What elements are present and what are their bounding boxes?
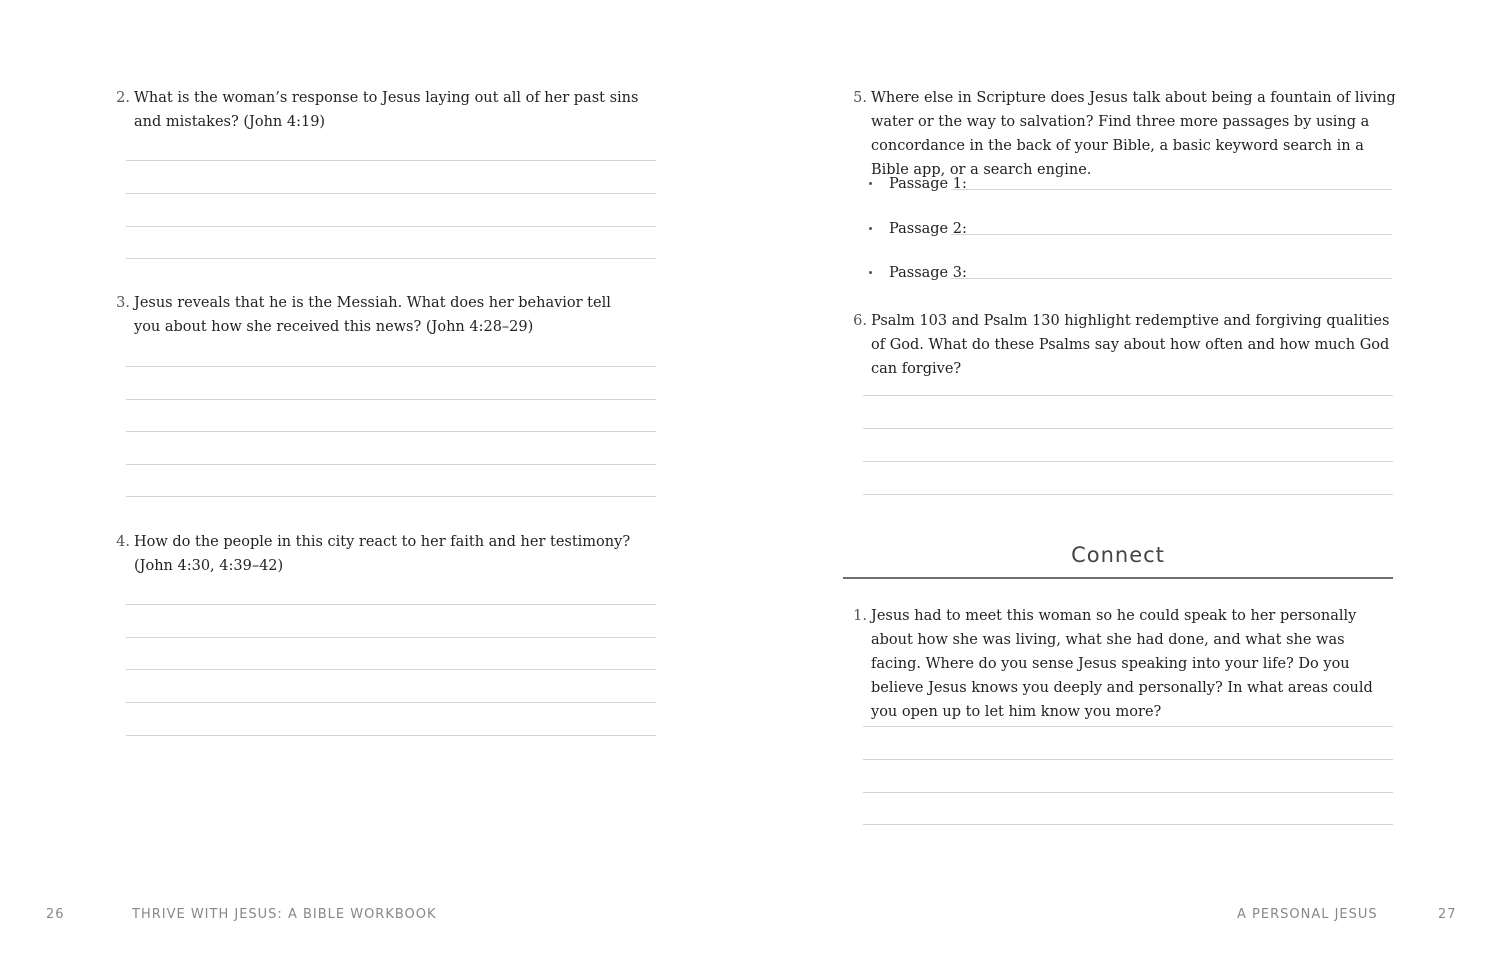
question-text: Jesus reveals that he is the Messiah. What does her behavior tell you about how she received this news? (John 4:28–29) (134, 295, 611, 335)
answer-line[interactable] (863, 792, 1393, 793)
passage-1-row (869, 174, 1392, 194)
answer-line[interactable] (863, 494, 1393, 495)
question-5 (853, 86, 1396, 182)
answer-line[interactable] (863, 726, 1393, 727)
answer-line[interactable] (126, 702, 656, 703)
passage-answer-line[interactable] (951, 278, 1392, 279)
answer-line[interactable] (126, 399, 656, 400)
passage-answer-line[interactable] (951, 189, 1392, 190)
passage-answer-line[interactable] (951, 234, 1392, 235)
question-number: 5. (853, 90, 867, 106)
bullet-icon (869, 271, 872, 274)
bullet-icon (869, 227, 872, 230)
question-number: 2. (116, 90, 130, 106)
question-text: Jesus had to meet this woman so he could speak to her personally about how she was living, what she had done, and what she was facing. Where do you sense Jesus speaking into your life? Do you believe Jesus knows you deeply and personally? In what areas could you open up to let him know you more? (871, 608, 1373, 720)
answer-line[interactable] (126, 160, 656, 161)
answer-line[interactable] (126, 735, 656, 736)
answer-line[interactable] (863, 428, 1393, 429)
question-3 (116, 291, 639, 339)
bullet-icon (869, 182, 872, 185)
answer-line[interactable] (126, 258, 656, 259)
question-6 (853, 309, 1396, 381)
question-2 (116, 86, 639, 134)
answer-line[interactable] (863, 759, 1393, 760)
answer-line[interactable] (126, 431, 656, 432)
passage-label: Passage 3: (889, 265, 967, 281)
connect-divider (843, 577, 1393, 579)
passage-label: Passage 1: (889, 176, 967, 192)
left-page-number: 26 (46, 907, 65, 922)
answer-line[interactable] (126, 669, 656, 670)
left-running-title: THRIVE WITH JESUS: A BIBLE WORKBOOK (132, 907, 437, 922)
answer-line[interactable] (863, 461, 1393, 462)
question-text: Psalm 103 and Psalm 130 highlight redemptive and forgiving qualities of God. What do these Psalms say about how often and how much God can forgive? (871, 313, 1390, 377)
answer-line[interactable] (126, 366, 656, 367)
passage-2-row (869, 219, 1392, 239)
answer-line[interactable] (863, 395, 1393, 396)
answer-line[interactable] (126, 193, 656, 194)
connect-question-1 (853, 604, 1396, 724)
connect-heading: Connect (1071, 543, 1165, 567)
question-number: 6. (853, 313, 867, 329)
passage-3-row (869, 263, 1392, 283)
question-number: 4. (116, 534, 130, 550)
answer-line[interactable] (126, 604, 656, 605)
question-4 (116, 530, 639, 578)
question-number: 3. (116, 295, 130, 311)
question-text: How do the people in this city react to her faith and her testimony? (John 4:30, 4:39–42) (134, 534, 631, 574)
question-text: What is the woman’s response to Jesus laying out all of her past sins and mistakes? (John 4:19) (134, 90, 639, 130)
answer-line[interactable] (126, 464, 656, 465)
answer-line[interactable] (126, 226, 656, 227)
answer-line[interactable] (126, 496, 656, 497)
question-text: Where else in Scripture does Jesus talk about being a fountain of living water or the way to salvation? Find three more passages by using a concordance in the back of your Bible, a basic keyword search in a Bible app, or a search engine. (871, 90, 1396, 178)
passage-label: Passage 2: (889, 221, 967, 237)
right-page-number: 27 (1438, 907, 1457, 922)
right-running-title: A PERSONAL JESUS (1237, 907, 1378, 922)
answer-line[interactable] (863, 824, 1393, 825)
answer-line[interactable] (126, 637, 656, 638)
question-number: 1. (853, 608, 867, 624)
